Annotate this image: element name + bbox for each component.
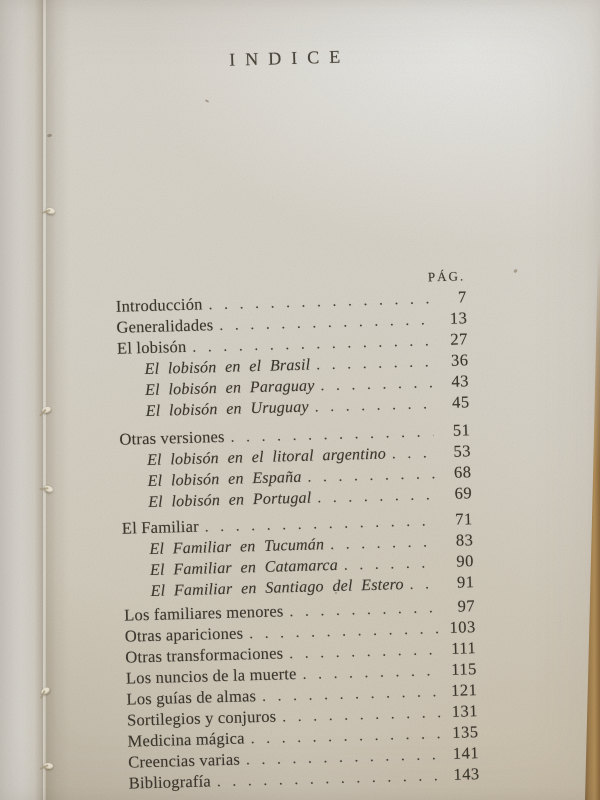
page-gutter <box>0 0 44 800</box>
toc-entry-page: 7 <box>457 287 468 307</box>
toc-entry-label: Medicina mágica <box>127 728 245 751</box>
toc <box>116 287 480 794</box>
toc-entry-page: 97 <box>457 596 476 616</box>
toc-entry-label: Creencias varias <box>127 749 241 772</box>
toc-entry-page: 91 <box>456 572 475 592</box>
dot-leader <box>316 353 432 375</box>
toc-entry-label: El lobisón en el litoral argentino <box>146 445 387 469</box>
toc-entry-page: 115 <box>450 659 478 679</box>
toc-entry-label: Otras apariciones <box>124 623 244 646</box>
toc-entry-label: El Familiar en Tucumán <box>149 536 325 558</box>
toc-entry-label: Generalidades <box>116 315 214 337</box>
book-fore-edge <box>583 250 600 800</box>
toc-entry-label: El Familiar en Catamarca <box>149 556 339 579</box>
paper-speck <box>513 269 518 274</box>
toc-entry-label: El lobisón en España <box>147 468 302 490</box>
paper-speck <box>335 592 337 594</box>
dot-leader <box>320 374 432 396</box>
dot-leader <box>344 554 438 576</box>
dot-leader <box>289 641 440 664</box>
toc-entry-label: El lobisón en Portugal <box>147 489 312 511</box>
toc-entry-page: 141 <box>452 743 480 763</box>
toc-entry-label: El lobisón en Uruguay <box>145 398 309 421</box>
dot-leader <box>314 395 432 417</box>
dot-leader <box>307 465 435 487</box>
page-column-header: PÁG. <box>427 268 466 285</box>
toc-entry-page: 53 <box>453 441 472 461</box>
toc-entry-page: 90 <box>456 551 475 571</box>
toc-entry-label: El Familiar <box>121 516 200 538</box>
toc-entry-page: 27 <box>450 329 469 349</box>
toc-entry-label: Otras transformaciones <box>125 643 284 667</box>
toc-entry-page: 135 <box>452 722 479 742</box>
toc-entry-page: 121 <box>450 680 478 700</box>
toc-entry-label: Bibliografía <box>128 771 212 793</box>
toc-entry-page: 13 <box>449 308 468 328</box>
index-page <box>109 43 480 794</box>
toc-entry-page: 71 <box>455 509 474 529</box>
toc-entry-label: El lobisón en el Brasil <box>144 356 311 379</box>
toc-entry-label: Los nuncios de la muerte <box>125 664 297 688</box>
toc-title: INDICE <box>228 46 351 70</box>
dot-leader <box>289 599 438 622</box>
toc-entry-page: 51 <box>452 420 471 440</box>
toc-entry-page: 68 <box>453 462 472 482</box>
dot-leader <box>392 444 435 464</box>
toc-entry-page: 143 <box>453 764 480 784</box>
dot-leader <box>317 486 435 508</box>
toc-entry-label: Los familiares menores <box>123 601 284 625</box>
toc-entry-page: 111 <box>450 638 477 658</box>
toc-entry-label: El Familiar en Santiago del Estero <box>150 576 404 600</box>
toc-entry-page: 69 <box>454 483 473 503</box>
toc-entry-label: Introducción <box>115 294 203 316</box>
toc-entry-page: 103 <box>449 617 476 637</box>
dot-leader <box>409 575 437 595</box>
toc-entry-label: Sortilegios y conjuros <box>126 706 277 730</box>
dot-leader <box>217 767 443 792</box>
toc-entry-page: 43 <box>451 371 470 391</box>
gutter-crease <box>46 0 74 800</box>
toc-entry-label: El lobisón <box>116 336 187 358</box>
toc-entry-label: Los guías de almas <box>126 686 257 709</box>
dot-leader <box>302 662 440 685</box>
toc-entry-page: 83 <box>455 530 474 550</box>
toc-entry-page: 45 <box>451 392 470 412</box>
toc-entry-page: 131 <box>451 701 479 721</box>
toc-entry-label: Otras versiones <box>119 426 225 449</box>
toc-entry-label: El lobisón en Paraguay <box>144 377 315 400</box>
dot-leader <box>330 533 437 555</box>
toc-entry-page: 36 <box>450 350 469 370</box>
